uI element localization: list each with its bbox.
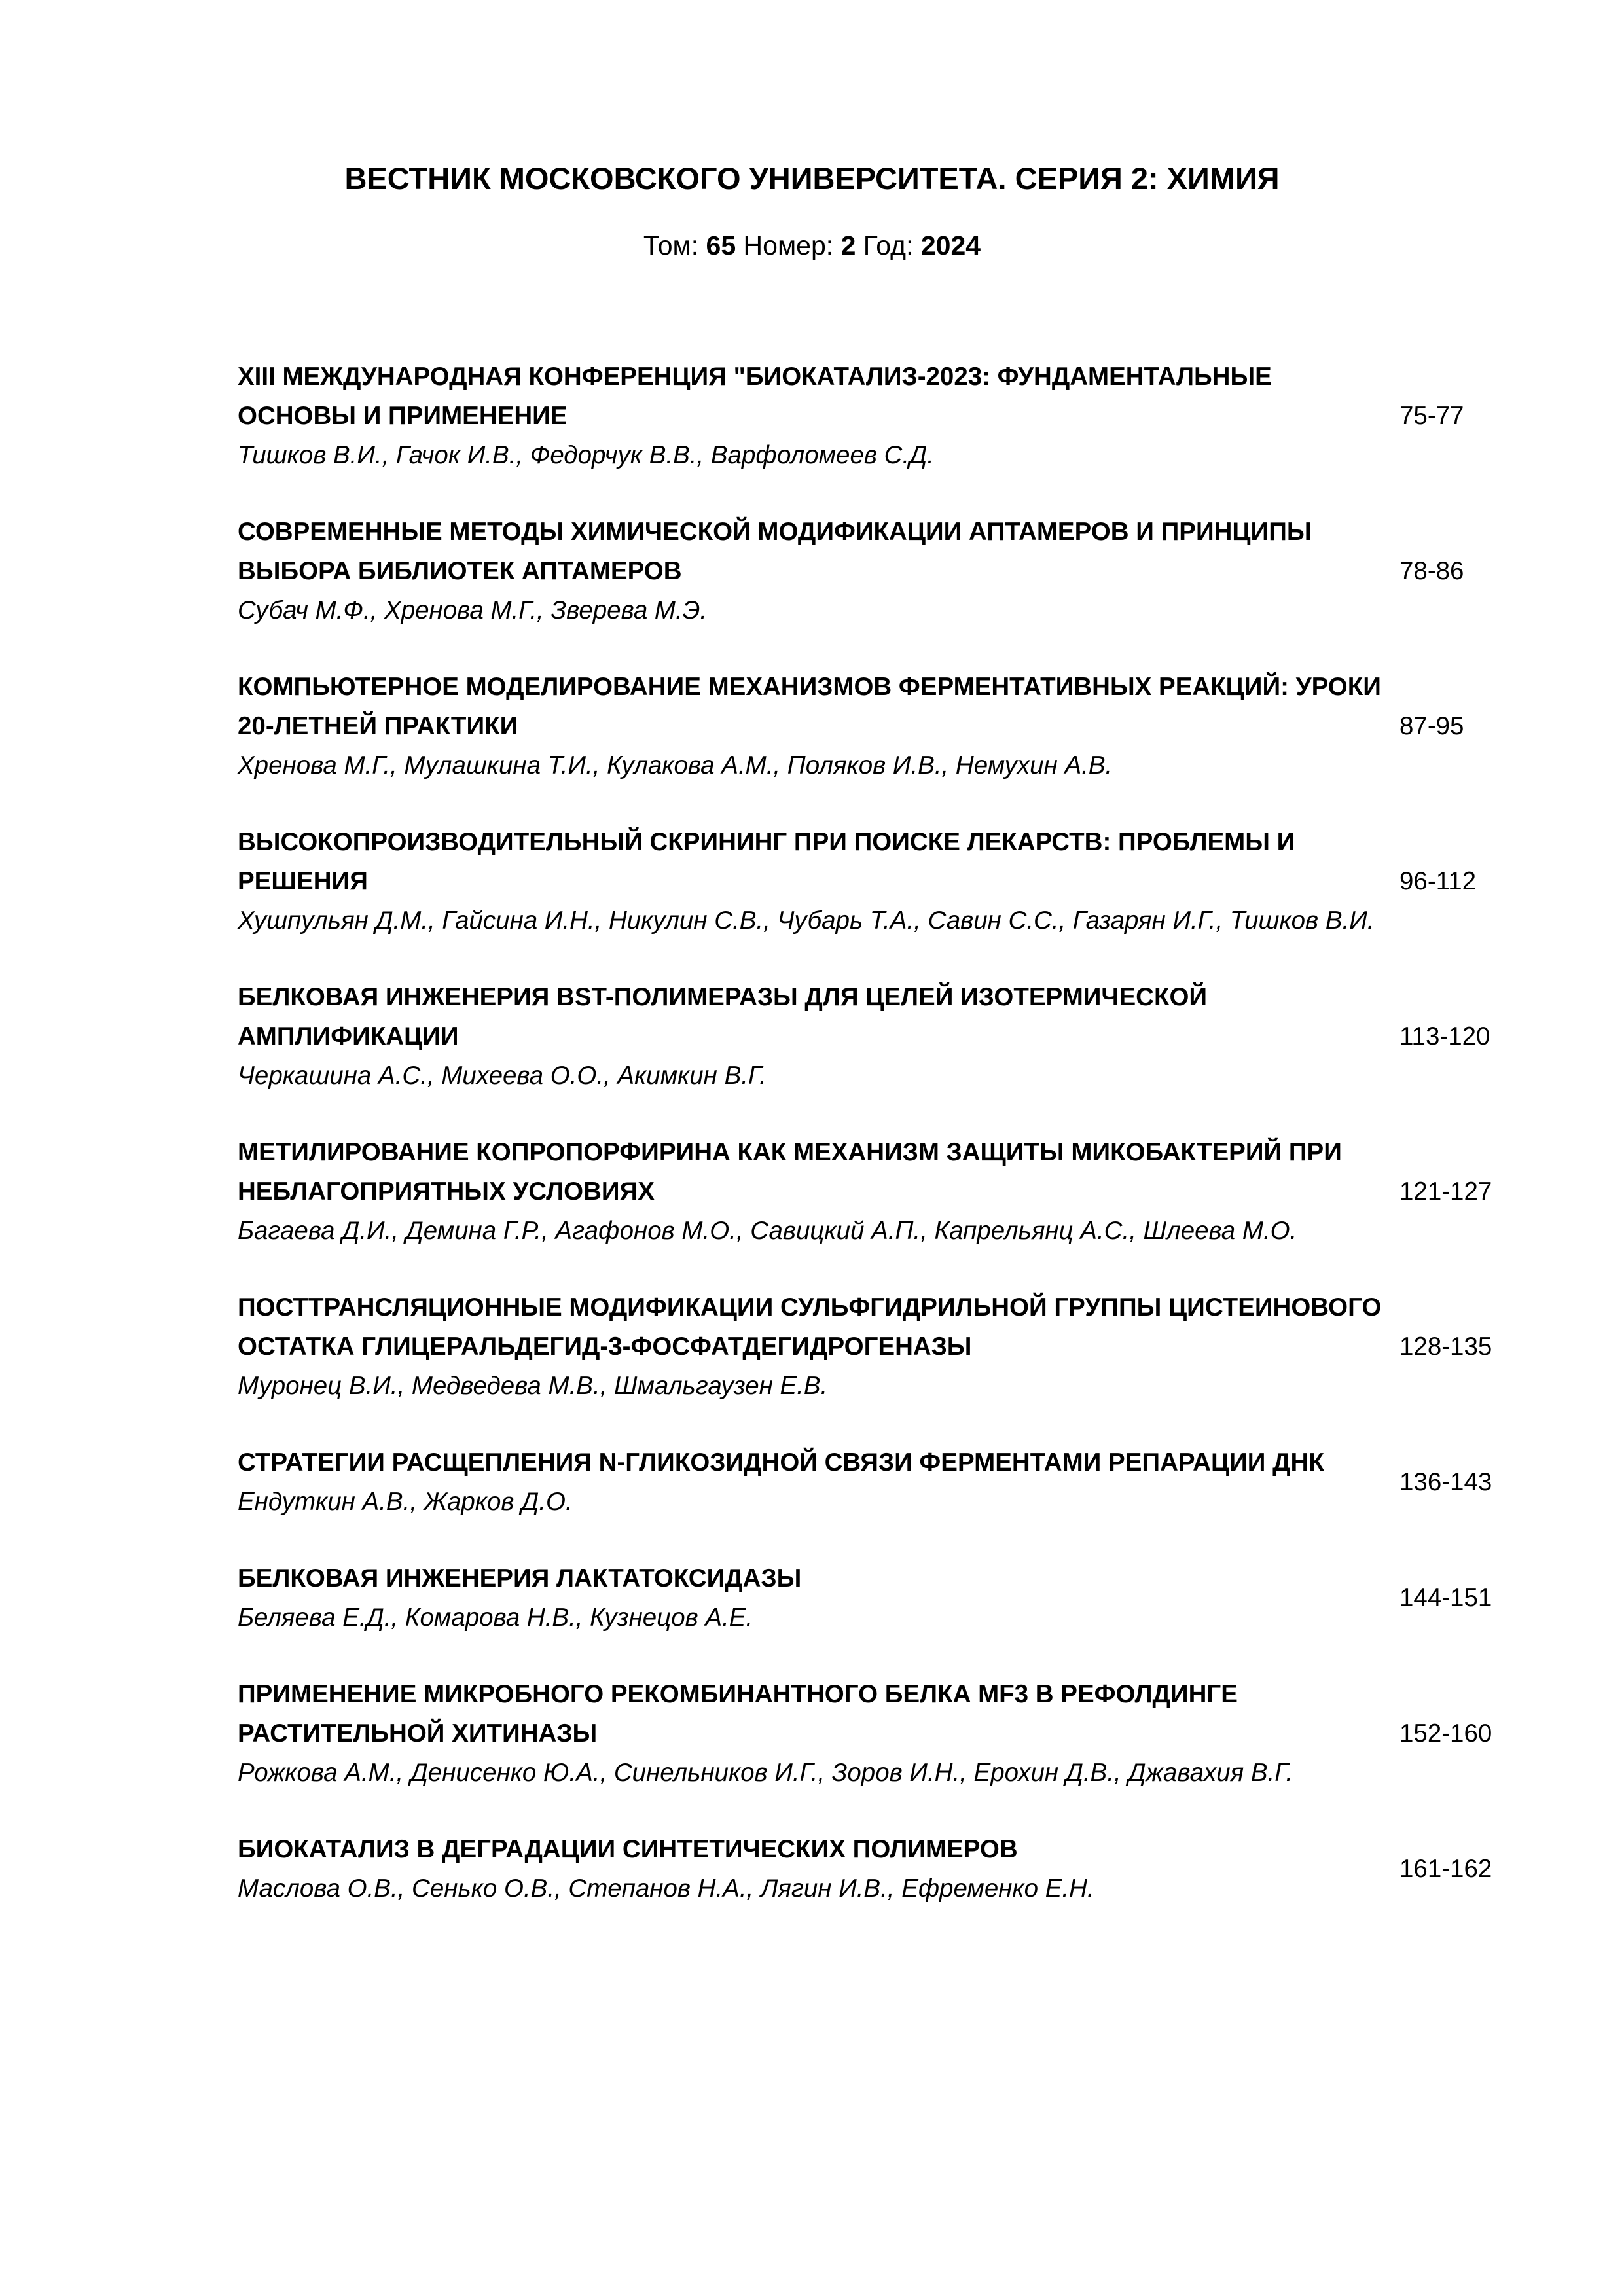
- toc-entry: [238, 668, 1521, 785]
- toc-entry: [238, 512, 1521, 630]
- toc-entry: [238, 1675, 1521, 1793]
- issue-info: [0, 226, 1624, 265]
- article-title[interactable]: СОВРЕМЕННЫЕ МЕТОДЫ ХИМИЧЕСКОЙ МОДИФИКАЦИИ АПТАМЕРОВ И ПРИНЦИПЫ ВЫБОРА БИБЛИОТЕК АПТАМЕРОВ: [238, 518, 1312, 585]
- article-authors: Рожкова А.М., Денисенко Ю.А., Синельников И.Г., Зоров И.Н., Ерохин Д.В., Джавахия В.Г.: [238, 1759, 1293, 1787]
- article-title[interactable]: БЕЛКОВАЯ ИНЖЕНЕРИЯ BST-ПОЛИМЕРАЗЫ ДЛЯ ЦЕЛЕЙ ИЗОТЕРМИЧЕСКОЙ АМПЛИФИКАЦИИ: [238, 983, 1208, 1050]
- article-authors: Ендуткин А.В., Жарков Д.О.: [238, 1488, 573, 1516]
- article-pages: 161-162: [1399, 1855, 1492, 1883]
- article-authors: Субач М.Ф., Хренова М.Г., Зверева М.Э.: [238, 596, 708, 624]
- article-authors: Черкашина А.С., Михеева О.О., Акимкин В.Г.: [238, 1062, 767, 1090]
- article-pages: 121-127: [1399, 1177, 1492, 1206]
- journal-title: ВЕСТНИК МОСКОВСКОГО УНИВЕРСИТЕТА. СЕРИЯ 2: ХИМИЯ: [344, 161, 1280, 196]
- year-value: 2024: [920, 230, 981, 260]
- year-label: Год:: [863, 230, 914, 260]
- article-authors: Хушпульян Д.М., Гайсина И.Н., Никулин С.В., Чубарь Т.А., Савин С.С., Газарян И.Г., Тишков В.И.: [238, 906, 1375, 935]
- article-title[interactable]: ВЫСОКОПРОИЗВОДИТЕЛЬНЫЙ СКРИНИНГ ПРИ ПОИСКЕ ЛЕКАРСТВ: ПРОБЛЕМЫ И РЕШЕНИЯ: [238, 828, 1295, 895]
- article-authors: Хренова М.Г., Мулашкина Т.И., Кулакова А.М., Поляков И.В., Немухин А.В.: [238, 751, 1113, 780]
- article-title[interactable]: ПОСТТРАНСЛЯЦИОННЫЕ МОДИФИКАЦИИ СУЛЬФГИДРИЛЬНОЙ ГРУППЫ ЦИСТЕИНОВОГО ОСТАТКА ГЛИЦЕРАЛЬДЕГИД-3-ФОСФАТДЕГИДРОГЕНАЗЫ: [238, 1293, 1382, 1361]
- article-title[interactable]: МЕТИЛИРОВАНИЕ КОПРОПОРФИРИНА КАК МЕХАНИЗМ ЗАЩИТЫ МИКОБАКТЕРИЙ ПРИ НЕБЛАГОПРИЯТНЫХ УСЛОВИЯХ: [238, 1138, 1342, 1206]
- article-pages: 144-151: [1399, 1584, 1492, 1612]
- toc-entry: [238, 1288, 1521, 1406]
- article-pages: 78-86: [1399, 557, 1464, 585]
- toc-entry: [238, 978, 1521, 1096]
- toc-entry: [238, 1443, 1521, 1522]
- article-pages: 87-95: [1399, 712, 1464, 740]
- article-title[interactable]: КОМПЬЮТЕРНОЕ МОДЕЛИРОВАНИЕ МЕХАНИЗМОВ ФЕРМЕНТАТИВНЫХ РЕАКЦИЙ: УРОКИ 20-ЛЕТНЕЙ ПРАКТИКИ: [238, 673, 1381, 740]
- article-authors: Маслова О.В., Сенько О.В., Степанов Н.А., Лягин И.В., Ефременко Е.Н.: [238, 1874, 1094, 1903]
- article-pages: 128-135: [1399, 1333, 1492, 1361]
- toc-entry: [238, 357, 1521, 475]
- article-title[interactable]: СТРАТЕГИИ РАСЩЕПЛЕНИЯ N-ГЛИКОЗИДНОЙ СВЯЗИ ФЕРМЕНТАМИ РЕПАРАЦИИ ДНК: [238, 1448, 1324, 1477]
- table-of-contents: [238, 357, 1521, 1946]
- toc-entry: [238, 1830, 1521, 1909]
- article-authors: Беляева Е.Д., Комарова Н.В., Кузнецов А.Е.: [238, 1604, 753, 1632]
- article-title[interactable]: БИОКАТАЛИЗ В ДЕГРАДАЦИИ СИНТЕТИЧЕСКИХ ПОЛИМЕРОВ: [238, 1835, 1018, 1863]
- article-title[interactable]: БЕЛКОВАЯ ИНЖЕНЕРИЯ ЛАКТАТОКСИДАЗЫ: [238, 1564, 802, 1592]
- article-pages: 75-77: [1399, 402, 1464, 430]
- article-authors: Багаева Д.И., Демина Г.Р., Агафонов М.О., Савицкий А.П., Капрельянц А.С., Шлеева М.О.: [238, 1217, 1297, 1245]
- toc-entry: [238, 1559, 1521, 1638]
- article-authors: Муронец В.И., Медведева М.В., Шмальгаузен Е.В.: [238, 1372, 828, 1400]
- volume-value: 65: [706, 230, 736, 260]
- number-value: 2: [840, 230, 856, 260]
- article-title[interactable]: XIII МЕЖДУНАРОДНАЯ КОНФЕРЕНЦИЯ "БИОКАТАЛИЗ-2023: ФУНДАМЕНТАЛЬНЫЕ ОСНОВЫ И ПРИМЕНЕНИЕ: [238, 363, 1272, 430]
- article-pages: 136-143: [1399, 1468, 1492, 1496]
- article-pages: 96-112: [1399, 867, 1477, 895]
- article-authors: Тишков В.И., Гачок И.В., Федорчук В.В., Варфоломеев С.Д.: [238, 441, 934, 469]
- toc-entry: [238, 1133, 1521, 1251]
- number-label: Номер:: [743, 230, 834, 260]
- article-pages: 113-120: [1399, 1022, 1490, 1050]
- article-pages: 152-160: [1399, 1719, 1492, 1748]
- toc-entry: [238, 823, 1521, 941]
- volume-label: Том:: [643, 230, 699, 260]
- article-title[interactable]: ПРИМЕНЕНИЕ МИКРОБНОГО РЕКОМБИНАНТНОГО БЕЛКА MF3 В РЕФОЛДИНГЕ РАСТИТЕЛЬНОЙ ХИТИНАЗЫ: [238, 1680, 1238, 1748]
